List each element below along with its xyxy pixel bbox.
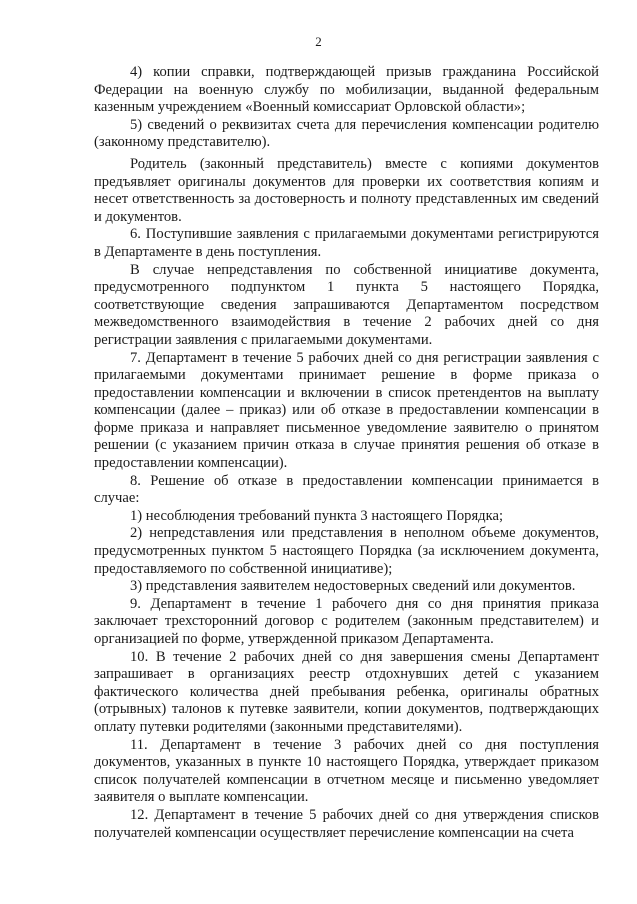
paragraph-8: 8. Решение об отказе в предоставлении компенсации принимается в случае: <box>94 472 599 507</box>
paragraph-6-interagency: В случае непредставления по собственной инициативе документа, предусмотренного подпунктом 1 пункта 5 настоящего Порядка, соответствующие сведения запрашиваются Департаментом посредством межведомственного взаимодействия в течение 2 рабочих дней со дня регистрации заявления с прилагаемыми документами. <box>94 261 599 348</box>
paragraph-12: 12. Департамент в течение 5 рабочих дней со дня утверждения списков получателей компенсации осуществляет перечисление компенсации на счета <box>94 806 599 841</box>
paragraph-parent-documents: Родитель (законный представитель) вместе с копиями документов предъявляет оригиналы документов для проверки их соответствия копиям и несет ответственность за достоверность и полноту представленных им сведений и документов. <box>94 155 599 225</box>
paragraph-item-4: 4) копии справки, подтверждающей призыв гражданина Российской Федерации на военную службу по мобилизации, выданной федеральным казенным учреждением «Военный комиссариат Орловской области»; <box>94 64 599 116</box>
document-body <box>94 64 599 842</box>
paragraph-6: 6. Поступившие заявления с прилагаемыми документами регистрируются в Департаменте в день поступления. <box>94 226 599 260</box>
paragraph-11: 11. Департамент в течение 3 рабочих дней со дня поступления документов, указанных в пункте 10 настоящего Порядка, утверждает приказом список получателей компенсации в отчетном месяце и письменно уведомляет заявителя о выплате компенсации. <box>94 736 599 806</box>
page-number: 2 <box>315 34 322 49</box>
paragraph-8-item-3: 3) представления заявителем недостоверных сведений или документов. <box>130 578 576 595</box>
paragraph-10: 10. В течение 2 рабочих дней со дня завершения смены Департамент запрашивает в организациях реестр отдохнувших детей с указанием фактического количества дней пребывания ребенка, оригиналы обратных (отрывных) талонов к путевке заявители, копии документов, подтверждающих оплату путевки родителями (законными представителями). <box>94 648 599 735</box>
paragraph-8-item-2: 2) непредставления или представления в неполном объеме документов, предусмотренных пунктом 5 настоящего Порядка (за исключением документа, предоставляемого по собственной инициативе); <box>94 525 599 577</box>
paragraph-8-item-1: 1) несоблюдения требований пункта 3 настоящего Порядка; <box>130 507 504 524</box>
paragraph-item-5: 5) сведений о реквизитах счета для перечисления компенсации родителю (законному представителю). <box>94 116 599 151</box>
paragraph-9: 9. Департамент в течение 1 рабочего дня со дня принятия приказа заключает трехсторонний договор с родителем (законным представителем) и организацией по форме, утвержденной приказом Департамента. <box>94 595 599 647</box>
paragraph-7: 7. Департамент в течение 5 рабочих дней со дня регистрации заявления с прилагаемыми документами принимает решение в форме приказа о предоставлении компенсации и включении в список претендентов на выплату компенсации (далее – приказ) или об отказе в предоставлении компенсации в форме приказа и направляет письменное уведомление заявителю о принятом решении (с указанием причин отказа в случае принятия решения об отказе в предоставлении компенсации). <box>94 349 599 472</box>
